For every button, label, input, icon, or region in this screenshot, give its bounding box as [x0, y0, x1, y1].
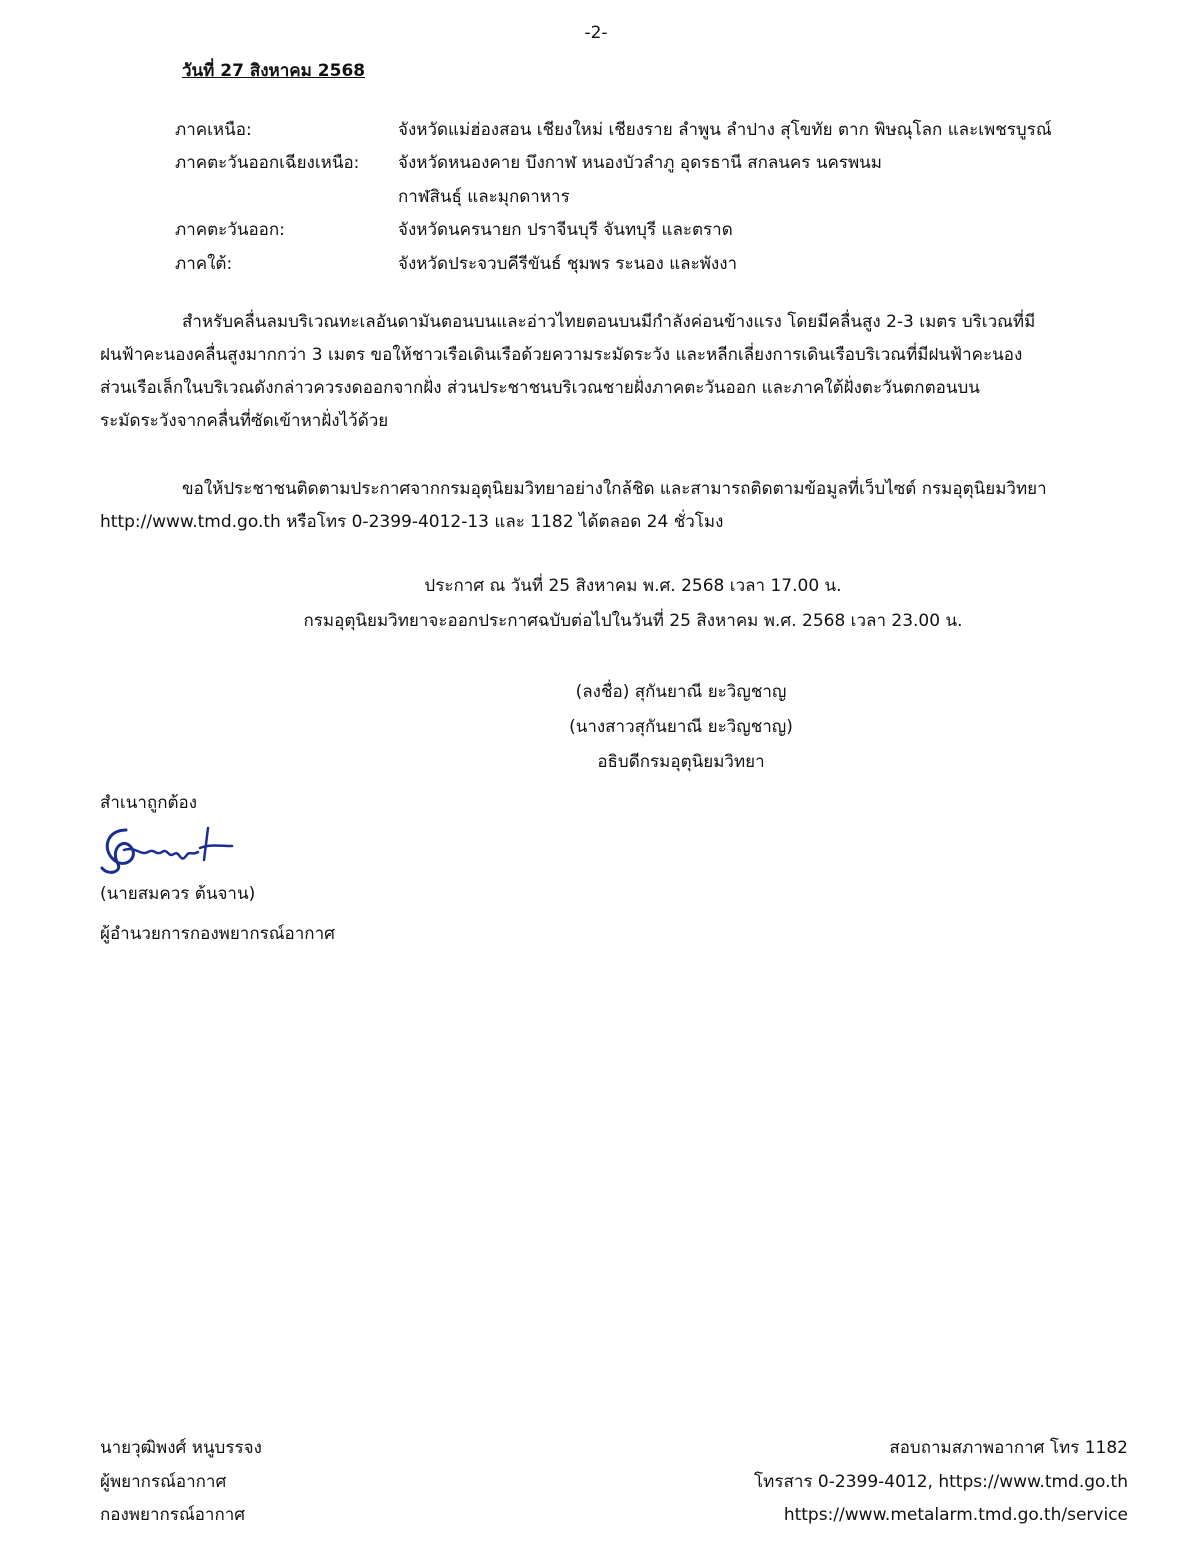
certified-label: สำเนาถูกต้อง [100, 793, 198, 813]
announcement-next: กรมอุตุนิยมวิทยาจะออกประกาศฉบับต่อไปในวันที่ 25 สิงหาคม พ.ศ. 2568 เวลา 23.00 น. [303, 611, 963, 631]
date-heading: วันที่ 27 สิงหาคม 2568 [182, 61, 366, 81]
paragraph-line: ฝนฟ้าคะนองคลื่นสูงมากกว่า 3 เมตร ขอให้ชาวเรือเดินเรือด้วยความระมัดระวัง และหลีกเลี่ยงการเดินเรือบริเวณที่มีฝนฟ้าคะนอง [100, 345, 1023, 365]
forecaster-division: กองพยากรณ์อากาศ [100, 1505, 246, 1525]
region-label-north: ภาคเหนือ: [175, 120, 252, 140]
paragraph-line: http://www.tmd.go.th หรือโทร 0-2399-4012-13 และ 1182 ได้ตลอด 24 ชั่วโมง [100, 512, 724, 532]
paragraph-line: สำหรับคลื่นลมบริเวณทะเลอันดามันตอนบนและอ่าวไทยตอนบนมีกำลังค่อนข้างแรง โดยมีคลื่นสูง 2-3 เมตร บริเวณที่มี [182, 312, 1036, 332]
announcement-issued: ประกาศ ณ วันที่ 25 สิงหาคม พ.ศ. 2568 เวลา 17.00 น. [424, 576, 842, 596]
region-label-northeast: ภาคตะวันออกเฉียงเหนือ: [175, 153, 360, 173]
region-provinces-east: จังหวัดนครนายก ปราจีนบุรี จันทบุรี และตราด [398, 220, 733, 240]
certified-title: ผู้อำนวยการกองพยากรณ์อากาศ [100, 924, 335, 944]
handwritten-signature [96, 816, 236, 880]
region-provinces-north: จังหวัดแม่ฮ่องสอน เชียงใหม่ เชียงราย ลำพูน ลำปาง สุโขทัย ตาก พิษณุโลก และเพชรบูรณ์ [398, 120, 1052, 140]
page-number: -2- [584, 23, 608, 43]
region-provinces-northeast: จังหวัดหนองคาย บึงกาฬ หนองบัวลำภู อุดรธานี สกลนคร นครพนม [398, 153, 882, 173]
paragraph-line: ส่วนเรือเล็กในบริเวณดังกล่าวควรงดออกจากฝั่ง ส่วนประชาชนบริเวณชายฝั่งภาคตะวันออก และภาคใต้ฝั่งตะวันตกตอนบน [100, 378, 980, 398]
certified-name: (นายสมควร ต้นจาน) [100, 884, 256, 904]
region-label-south: ภาคใต้: [175, 254, 233, 274]
director-name: (นางสาวสุกันยาณี ยะวิญชาญ) [569, 717, 793, 737]
contact-fax-website: โทรสาร 0-2399-4012, https://www.tmd.go.th [754, 1472, 1128, 1492]
contact-phone: สอบถามสภาพอากาศ โทร 1182 [889, 1438, 1128, 1458]
director-signed-line: (ลงชื่อ) สุกันยาณี ยะวิญชาญ [575, 682, 787, 702]
contact-service-link[interactable]: https://www.metalarm.tmd.go.th/service [783, 1505, 1128, 1525]
forecaster-position: ผู้พยากรณ์อากาศ [100, 1472, 227, 1492]
region-provinces-northeast-cont: กาฬสินธุ์ และมุกดาหาร [398, 187, 570, 207]
paragraph-line: ขอให้ประชาชนติดตามประกาศจากกรมอุตุนิยมวิทยาอย่างใกล้ชิด และสามารถติดตามข้อมูลที่เว็บไซต์ กรมอุตุนิยมวิทยา [182, 479, 1047, 499]
region-provinces-south: จังหวัดประจวบคีรีขันธ์ ชุมพร ระนอง และพังงา [398, 254, 738, 274]
forecaster-name: นายวุฒิพงศ์ หนูบรรจง [100, 1438, 262, 1458]
region-label-east: ภาคตะวันออก: [175, 220, 285, 240]
paragraph-line: ระมัดระวังจากคลื่นที่ซัดเข้าหาฝั่งไว้ด้วย [100, 411, 389, 431]
director-title: อธิบดีกรมอุตุนิยมวิทยา [597, 752, 765, 772]
